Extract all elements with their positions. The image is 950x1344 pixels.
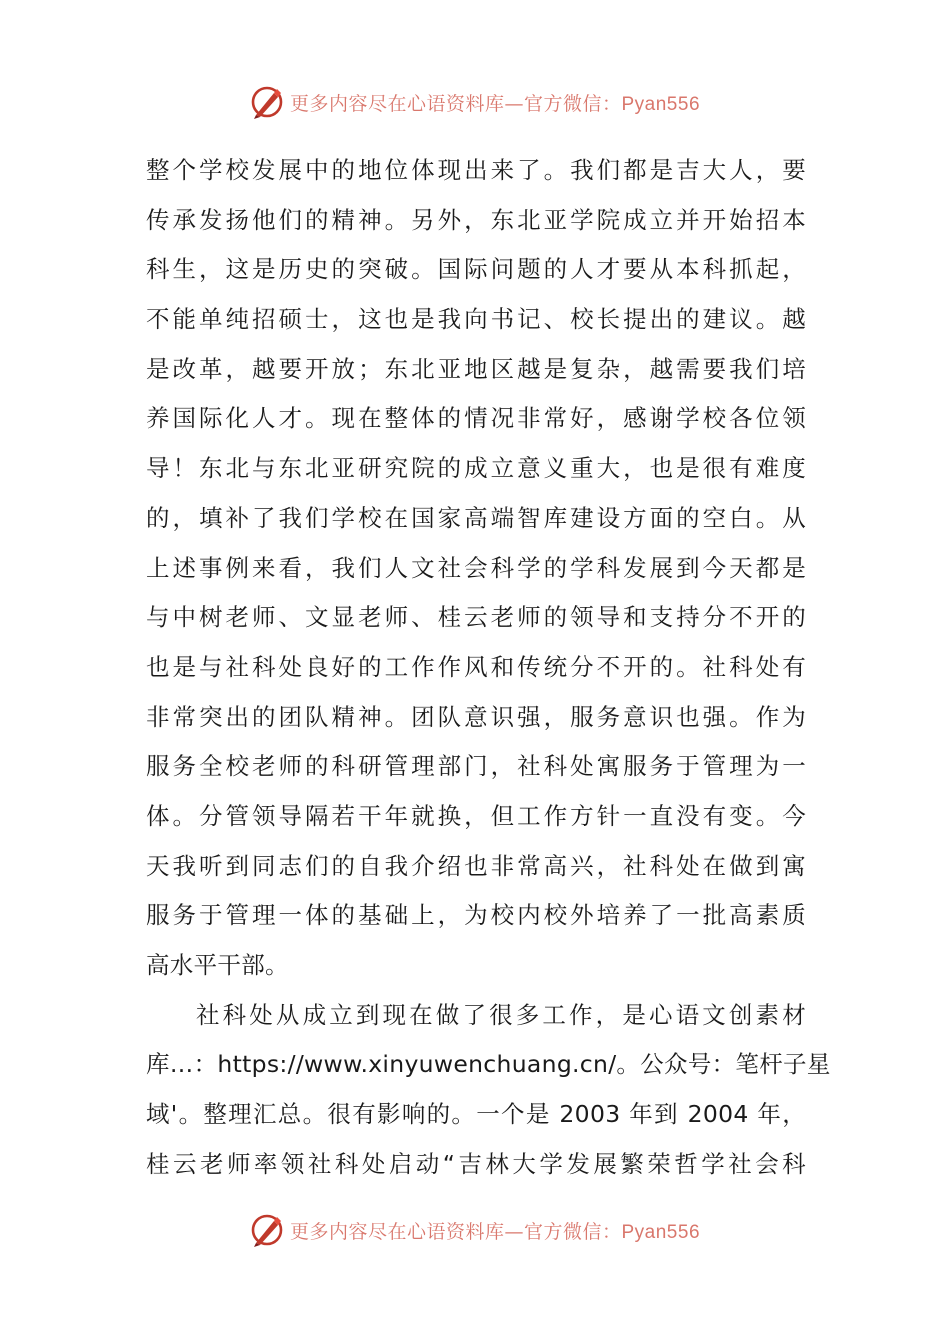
body-line: 高水平干部。	[146, 951, 289, 979]
footer-banner	[0, 1210, 950, 1250]
body-line: 科生，这是历史的突破。国际问题的人才要从本科抓起，	[146, 255, 806, 284]
body-line: 服务全校老师的科研管理部门，社科处寓服务于管理为一	[146, 752, 806, 781]
header-text: 更多内容尽在心语资料库—官方微信：Pyan556	[289, 92, 701, 115]
footer-wechat-id: Pyan556	[621, 1221, 701, 1243]
body-line: 整个学校发展中的地位体现出来了。我们都是吉大人，要	[146, 156, 806, 184]
body-line: 传承发扬他们的精神。另外，东北亚学院成立并开始招本	[146, 205, 806, 234]
body-line: 导！东北与东北亚研究院的成立意义重大，也是很有难度	[146, 454, 806, 483]
body-line: 体。分管领导隔若干年就换，但工作方针一直没有变。今	[146, 801, 806, 830]
body-line: 域'。整理汇总。很有影响的。一个是 2003 年到 2004 年，	[146, 1100, 806, 1129]
body-line: 与中树老师、文显老师、桂云老师的领导和支持分不开的	[146, 603, 806, 632]
body-line: 也是与社科处良好的工作作风和传统分不开的。社科处有	[146, 652, 806, 681]
body-line: 桂云老师率领社科处启动“吉林大学发展繁荣哲学社会科	[146, 1149, 806, 1178]
body-line: 是改革，越要开放；东北亚地区越是复杂，越需要我们培	[146, 354, 806, 383]
header-wechat-id: Pyan556	[621, 93, 701, 115]
body-line: 服务于管理一体的基础上，为校内校外培养了一批高素质	[146, 901, 806, 930]
body-line: 的，填补了我们学校在国家高端智库建设方面的空白。从	[146, 503, 806, 532]
body-line-url: 库…：https://www.xinyuwenchuang.cn/。公众号：笔杆子星	[146, 1050, 831, 1079]
footer-text: 更多内容尽在心语资料库—官方微信：Pyan556	[289, 1220, 701, 1243]
paragraph-first-line: 社科处从成立到现在做了很多工作，是心语文创素材	[196, 1000, 806, 1029]
body-line: 上述事例来看，我们人文社会科学的学科发展到今天都是	[146, 553, 806, 582]
body-line: 养国际化人才。现在整体的情况非常好，感谢学校各位领	[146, 404, 806, 433]
body-line: 天我听到同志们的自我介绍也非常高兴，社科处在做到寓	[146, 851, 806, 880]
pen-logo-icon	[250, 85, 284, 119]
document-body	[146, 146, 831, 1189]
header-banner	[0, 82, 950, 122]
body-line: 不能单纯招硕士，这也是我向书记、校长提出的建议。越	[146, 305, 806, 334]
pen-logo-icon	[250, 1213, 284, 1247]
body-line: 非常突出的团队精神。团队意识强，服务意识也强。作为	[146, 702, 806, 731]
